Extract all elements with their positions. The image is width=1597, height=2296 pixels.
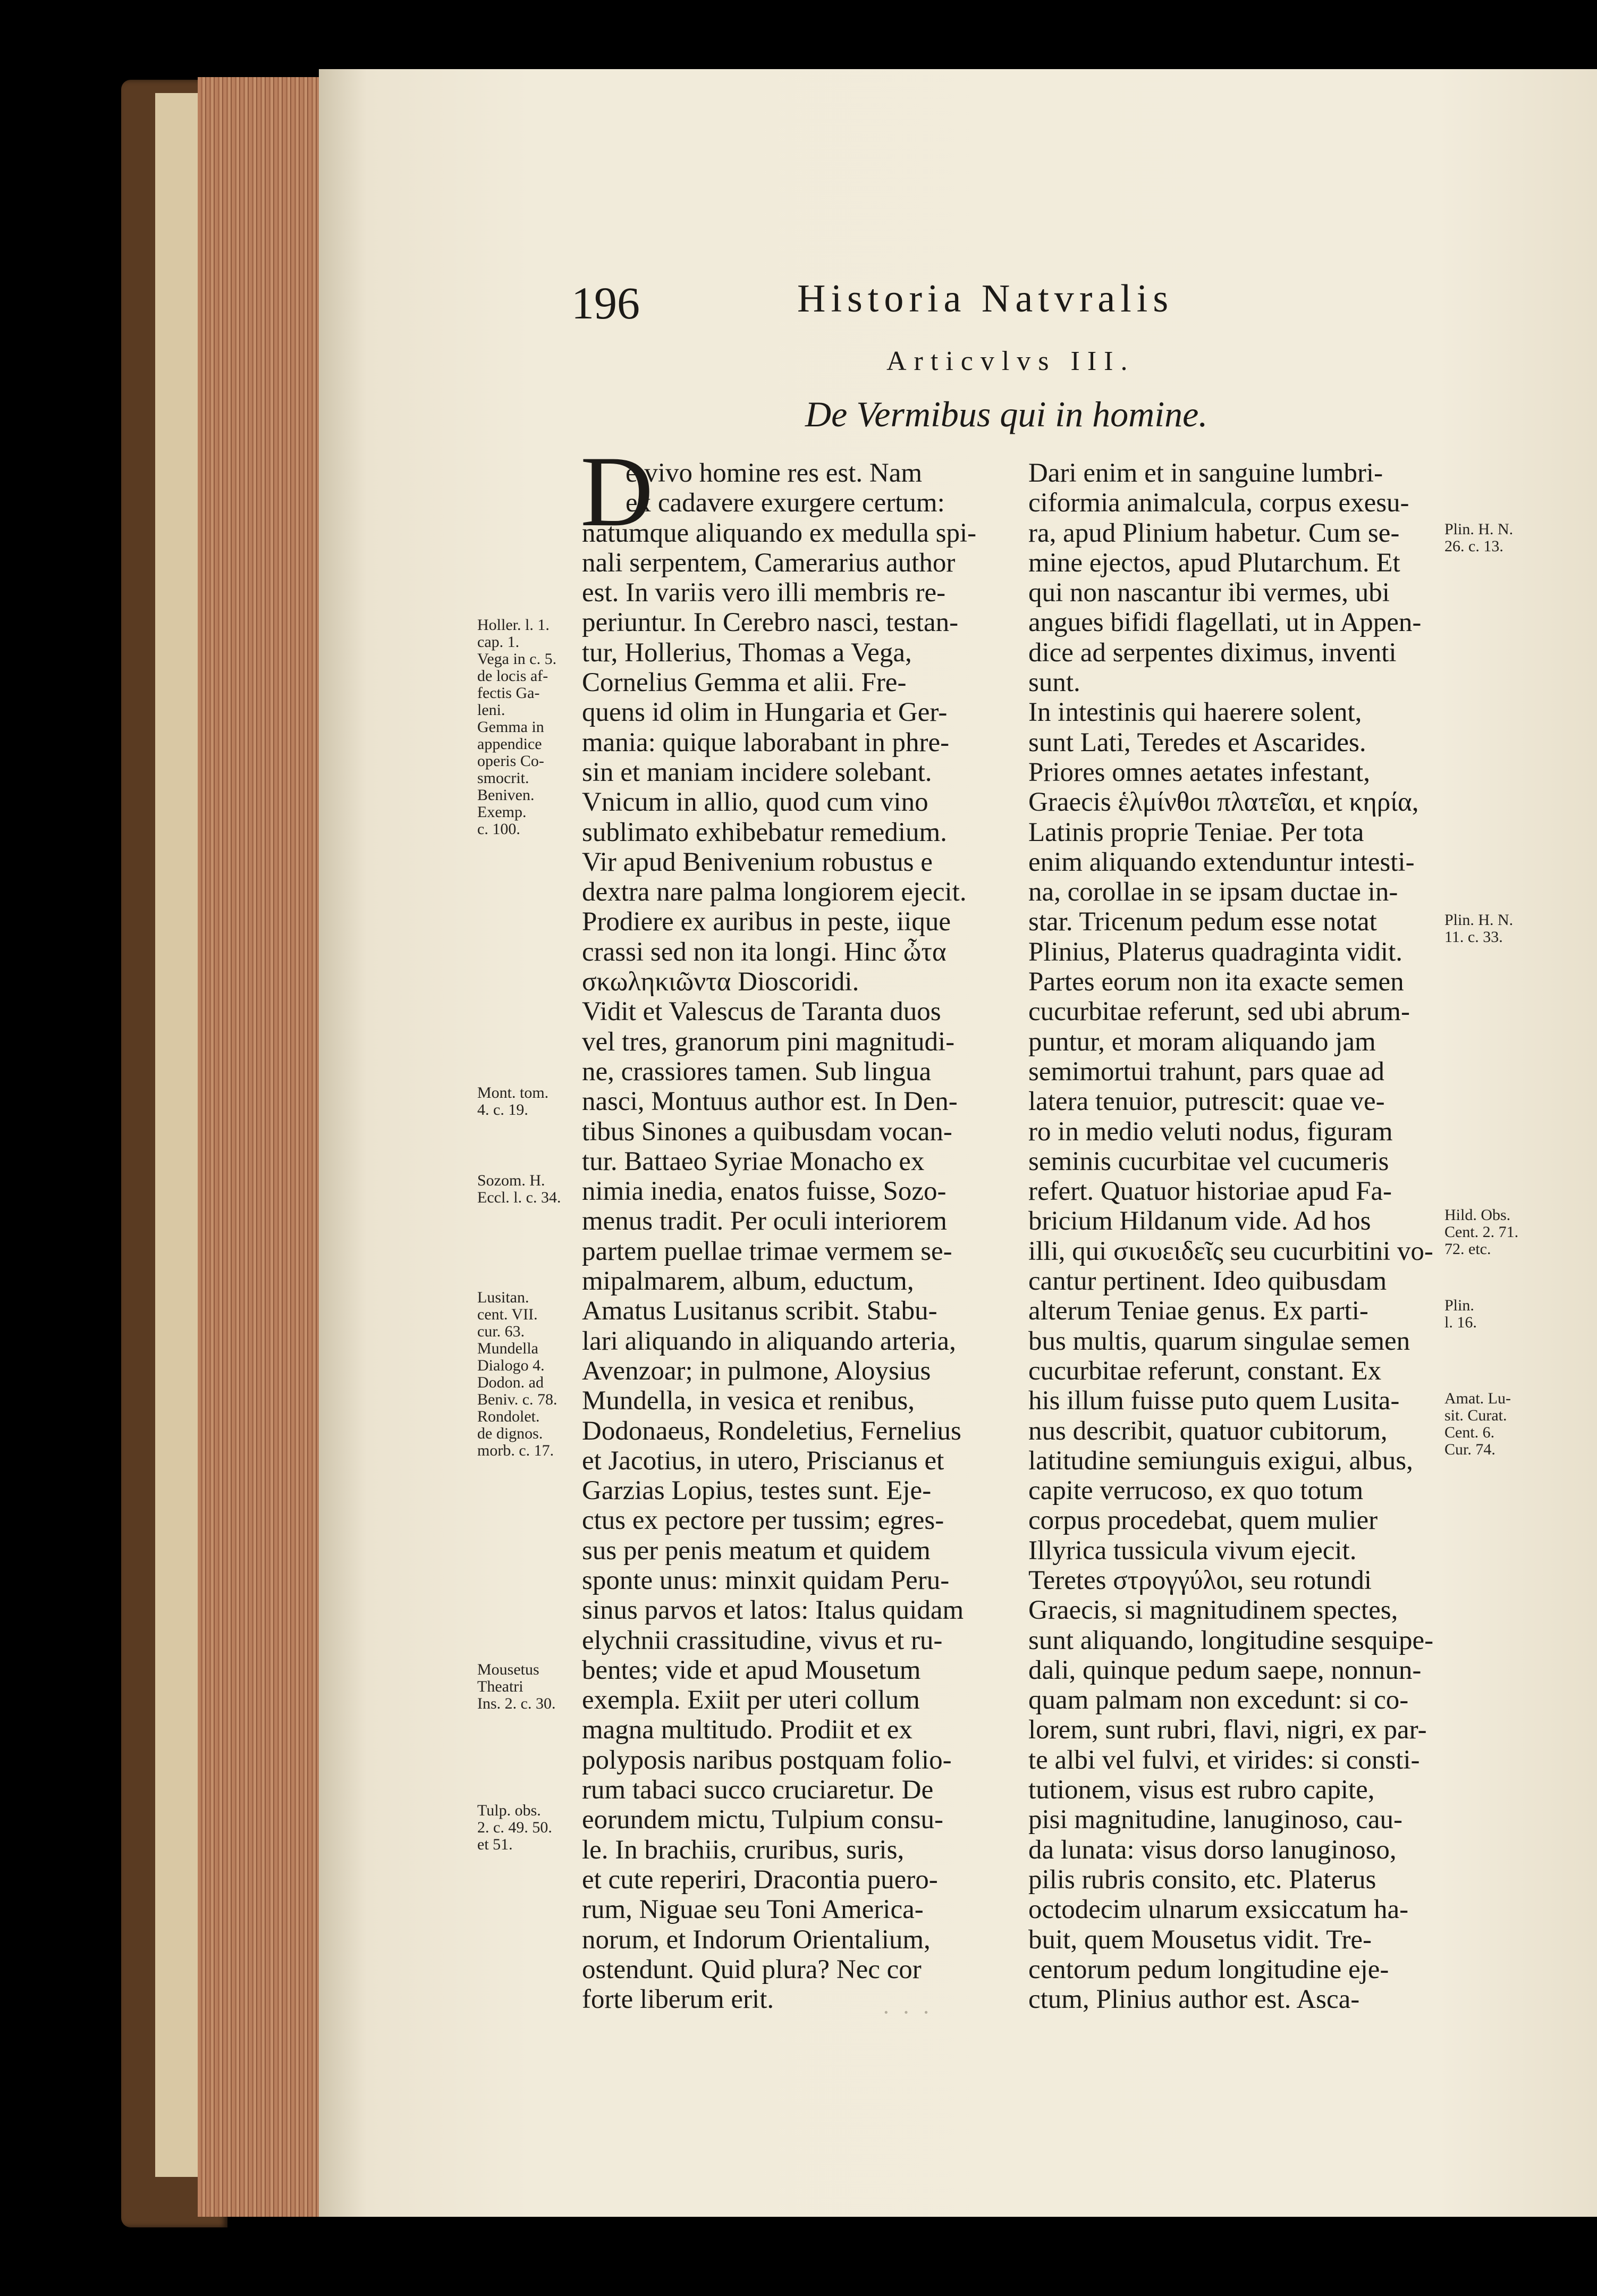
margin-note-line: leni. [477,701,505,719]
text-line: lari aliquando in aliquando arteria, [582,1326,956,1356]
margin-note-line: Cent. 6. [1444,1424,1495,1441]
text-line: Garzias Lopius, testes sunt. Eje- [582,1476,932,1506]
text-line: angues bifidi flagellati, ut in Appen- [1028,608,1422,638]
text-line: capite verrucoso, ex quo totum [1028,1476,1364,1506]
text-line: Graecis ἑλμίνθοι πλατεῖαι, et κηρία, [1028,787,1419,818]
margin-note [1444,912,1513,946]
margin-note-line: Plin. [1444,1297,1474,1314]
margin-note-line: appendice [477,735,542,753]
text-line: ostendunt. Quid plura? Nec cor [582,1954,922,1984]
text-line: est. In variis vero illi membris re- [582,578,946,608]
text-line: bus multis, quarum singulae semen [1028,1326,1410,1356]
text-line: nali serpentem, Camerarius author [582,548,956,578]
margin-note-line: 4. c. 19. [477,1101,528,1118]
text-line: Illyrica tussicula vivum ejecit. [1028,1535,1357,1566]
text-line: nimia inedia, enatos fuisse, Sozo- [582,1176,947,1207]
text-line: tutionem, visus est rubro capite, [1028,1775,1375,1805]
margin-note-line: Holler. l. 1. [477,616,550,634]
margin-note [1444,1390,1511,1458]
text-line: latera tenuior, putrescit: quae ve- [1028,1087,1385,1117]
page-number: 196 [571,277,640,329]
margin-note-line: Cur. 74. [1444,1441,1495,1458]
text-line: semimortui trahunt, pars quae ad [1028,1056,1384,1087]
text-line: dali, quinque pedum saepe, nonnun- [1028,1655,1422,1685]
text-line: mipalmarem, album, eductum, [582,1266,914,1297]
text-line: ra, apud Plinium habetur. Cum se- [1028,518,1400,548]
text-line: σκωληκιῶντα Dioscoridi. [582,967,859,997]
margin-note-line: 26. c. 13. [1444,537,1503,555]
article-title: De Vermibus qui in homine. [805,394,1208,434]
text-column-left [582,458,976,2014]
text-line: eorundem mictu, Tulpium consu- [582,1805,943,1835]
text-line: sunt. [1028,668,1080,698]
margin-note-line: Mousetus [477,1661,539,1678]
text-line: elychnii crassitudine, vivus et ru- [582,1625,943,1655]
text-line: le. In brachiis, cruribus, suris, [582,1835,905,1865]
text-line: e vivo homine res est. Nam [626,458,923,488]
text-line: Vir apud Benivenium robustus e [582,847,933,877]
margin-note [1444,1207,1518,1258]
margin-note-line: Cent. 2. 71. [1444,1223,1519,1241]
margin-note-line: morb. c. 17. [477,1442,554,1459]
text-line: ex cadavere exurgere certum: [626,488,945,518]
drop-cap: D [580,436,654,548]
text-line: na, corollae in se ipsam ductae in- [1028,877,1398,907]
text-line: crassi sed non ita longi. Hinc ὦτα [582,937,947,967]
margin-note [477,1289,557,1459]
text-line: Avenzoar; in pulmone, Aloysius [582,1356,931,1386]
text-line: norum, et Indorum Orientalium, [582,1924,931,1955]
margin-note-line: Tulp. obs. [477,1802,541,1819]
text-line: magna multitudo. Prodiit et ex [582,1715,912,1745]
text-line: cantur pertinent. Ideo quibusdam [1028,1266,1387,1297]
margin-note-line: cur. 63. [477,1323,525,1340]
text-line: bricium Hildanum vide. Ad hos [1028,1206,1371,1237]
text-line: lorem, sunt rubri, flavi, nigri, ex par- [1028,1715,1427,1745]
text-line: ciformia animalcula, corpus exesu- [1028,488,1409,518]
text-line: quam palmam non excedunt: si co- [1028,1685,1409,1715]
margin-note-line: Beniven. [477,786,535,804]
text-line: his illum fuisse puto quem Lusita- [1028,1386,1400,1416]
text-line: Plinius, Platerus quadraginta vidit. [1028,937,1403,967]
text-line: enim aliquando extenduntur intesti- [1028,847,1415,877]
text-line: quens id olim in Hungaria et Ger- [582,697,948,728]
text-line: tur. Battaeo Syriae Monacho ex [582,1146,925,1176]
text-line: puntur, et moram aliquando jam [1028,1027,1376,1057]
margin-note-line: Amat. Lu- [1444,1390,1511,1407]
bleed-through-text: · · · [882,1999,933,2025]
text-line: et Jacotius, in utero, Priscianus et [582,1445,944,1476]
text-line: cucurbitae referunt, constant. Ex [1028,1356,1382,1386]
text-line: bentes; vide et apud Mousetum [582,1655,921,1685]
margin-note [477,1084,548,1118]
text-line: sunt aliquando, longitudine sesquipe- [1028,1625,1434,1655]
text-line: periuntur. In Cerebro nasci, testan- [582,608,959,638]
margin-note-line: Rondolet. [477,1408,540,1425]
text-line: et cute reperiri, Dracontia puero- [582,1864,938,1895]
margin-note-line: Eccl. l. c. 34. [477,1189,561,1206]
margin-note-line: Ins. 2. c. 30. [477,1695,556,1712]
text-line: sus per penis meatum et quidem [582,1535,931,1566]
text-line: ctum, Plinius author est. Asca- [1028,1984,1360,2015]
text-line: menus tradit. Per oculi interiorem [582,1206,947,1237]
margin-note [477,1172,561,1206]
margin-note-line: 2. c. 49. 50. [477,1819,552,1836]
margin-note-line: Hild. Obs. [1444,1206,1511,1224]
text-line: Dari enim et in sanguine lumbri- [1028,458,1383,488]
text-line: natumque aliquando ex medulla spi- [582,518,977,548]
margin-note-line: Beniv. c. 78. [477,1391,557,1408]
text-line: corpus procedebat, quem mulier [1028,1506,1378,1536]
running-head: Historia Natvralis [797,277,1174,321]
text-line: polyposis naribus postquam folio- [582,1745,952,1775]
margin-note [1444,1297,1477,1331]
text-line: octodecim ulnarum exsiccatum ha- [1028,1895,1409,1925]
margin-note-line: de dignos. [477,1425,543,1442]
text-line: Mundella, in vesica et renibus, [582,1386,915,1416]
margin-note-line: Lusitan. [477,1289,529,1306]
margin-note-line: cap. 1. [477,633,520,651]
text-line: sunt Lati, Teredes et Ascarides. [1028,727,1366,758]
text-line: latitudine semiunguis exigui, albus, [1028,1445,1413,1476]
text-line: nasci, Montuus author est. In Den- [582,1087,958,1117]
text-line: Graecis, si magnitudinem spectes, [1028,1595,1398,1626]
margin-note-line: cent. VII. [477,1306,538,1323]
text-line: sinus parvos et latos: Italus quidam [582,1595,964,1626]
margin-note [477,617,556,838]
text-line: centorum pedum longitudine eje- [1028,1954,1389,1984]
margin-note-line: Plin. H. N. [1444,520,1514,538]
margin-note-line: et 51. [477,1836,513,1853]
margin-note-line: Dodon. ad [477,1374,544,1391]
text-line: tur, Hollerius, Thomas a Vega, [582,637,912,668]
text-line: Teretes στρογγύλοι, seu rotundi [1028,1565,1372,1595]
margin-note-line: Gemma in [477,718,544,736]
text-line: mine ejectos, apud Plutarchum. Et [1028,548,1400,578]
text-line: Cornelius Gemma et alii. Fre- [582,668,907,698]
margin-note-line: l. 16. [1444,1314,1477,1331]
margin-note-line: Mont. tom. [477,1084,549,1101]
text-line: sublimato exhibebatur remedium. [582,817,947,847]
text-line: In intestinis qui haerere solent, [1028,697,1362,728]
text-line: mania: quique laborabant in phre- [582,727,950,758]
text-line: da lunata: visus dorso lanuginoso, [1028,1835,1397,1865]
margin-note-line: Exemp. [477,803,527,821]
text-line: Dodonaeus, Rondeletius, Fernelius [582,1416,961,1446]
margin-note-line: Plin. H. N. [1444,911,1514,929]
margin-note-line: 11. c. 33. [1444,928,1503,946]
article-heading: Articvlvs III. [886,346,1135,376]
margin-note-line: Sozom. H. [477,1172,545,1189]
text-line: Latinis proprie Teniae. Per tota [1028,817,1364,847]
text-line: ne, crassiores tamen. Sub lingua [582,1056,932,1087]
text-line: dextra nare palma longiorem ejecit. [582,877,967,907]
text-line: rum tabaci succo cruciaretur. De [582,1775,934,1805]
text-line: sponte unus: minxit quidam Peru- [582,1565,950,1595]
text-column-right [1028,458,1433,2014]
text-line: sin et maniam incidere solebant. [582,757,932,787]
text-line: illi, qui σικυειδεῖς seu cucurbitini vo- [1028,1236,1433,1266]
margin-note-line: sit. Curat. [1444,1407,1507,1424]
text-line: ctus ex pectore per tussim; egres- [582,1506,944,1536]
text-line: qui non nascantur ibi vermes, ubi [1028,578,1390,608]
text-line: alterum Teniae genus. Ex parti- [1028,1296,1368,1326]
text-line: Priores omnes aetates infestant, [1028,757,1370,787]
margin-note-line: de locis af- [477,667,548,685]
page-edges [198,77,323,2217]
text-line: vel tres, granorum pini magnitudi- [582,1027,955,1057]
text-line: refert. Quatuor historiae apud Fa- [1028,1176,1392,1207]
text-line: seminis cucurbitae vel cucumeris [1028,1146,1389,1176]
margin-note-line: Theatri [477,1678,523,1695]
text-line: pisi magnitudine, lanuginoso, cau- [1028,1805,1402,1835]
margin-note-line: fectis Ga- [477,684,540,702]
text-line: cucurbitae referunt, sed ubi abrum- [1028,997,1410,1027]
text-line: buit, quem Mousetus vidit. Tre- [1028,1924,1372,1955]
text-line: forte liberum erit. [582,1984,774,2015]
text-line: nus describit, quatuor cubitorum, [1028,1416,1388,1446]
margin-note-line: c. 100. [477,820,520,838]
margin-note-line: Dialogo 4. [477,1357,545,1374]
margin-note [1444,521,1513,555]
text-line: pilis rubris consito, etc. Platerus [1028,1864,1376,1895]
text-line: Partes eorum non ita exacte semen [1028,967,1404,997]
text-line: rum, Niguae seu Toni America- [582,1895,924,1925]
margin-note-line: 72. etc. [1444,1240,1491,1258]
margin-note-line: Vega in c. 5. [477,650,557,668]
margin-note-line: smocrit. [477,769,529,787]
margin-note [477,1661,555,1712]
text-line: Vidit et Valescus de Taranta duos [582,997,941,1027]
text-line: partem puellae trimae vermem se- [582,1236,952,1266]
text-line: exempla. Exiit per uteri collum [582,1685,920,1715]
text-line: ro in medio veluti nodus, figuram [1028,1116,1393,1147]
text-line: star. Tricenum pedum esse notat [1028,907,1377,937]
text-line: Prodiere ex auribus in peste, iique [582,907,951,937]
margin-note-line: Mundella [477,1340,538,1357]
text-line: te albi vel fulvi, et virides: si consti- [1028,1745,1420,1775]
text-line: tibus Sinones a quibusdam vocan- [582,1116,952,1147]
text-line: dice ad serpentes diximus, inventi [1028,637,1397,668]
text-line: Vnicum in allio, quod cum vino [582,787,928,818]
margin-note-line: operis Co- [477,752,544,770]
text-line: Amatus Lusitanus scribit. Stabu- [582,1296,937,1326]
margin-note [477,1802,552,1853]
